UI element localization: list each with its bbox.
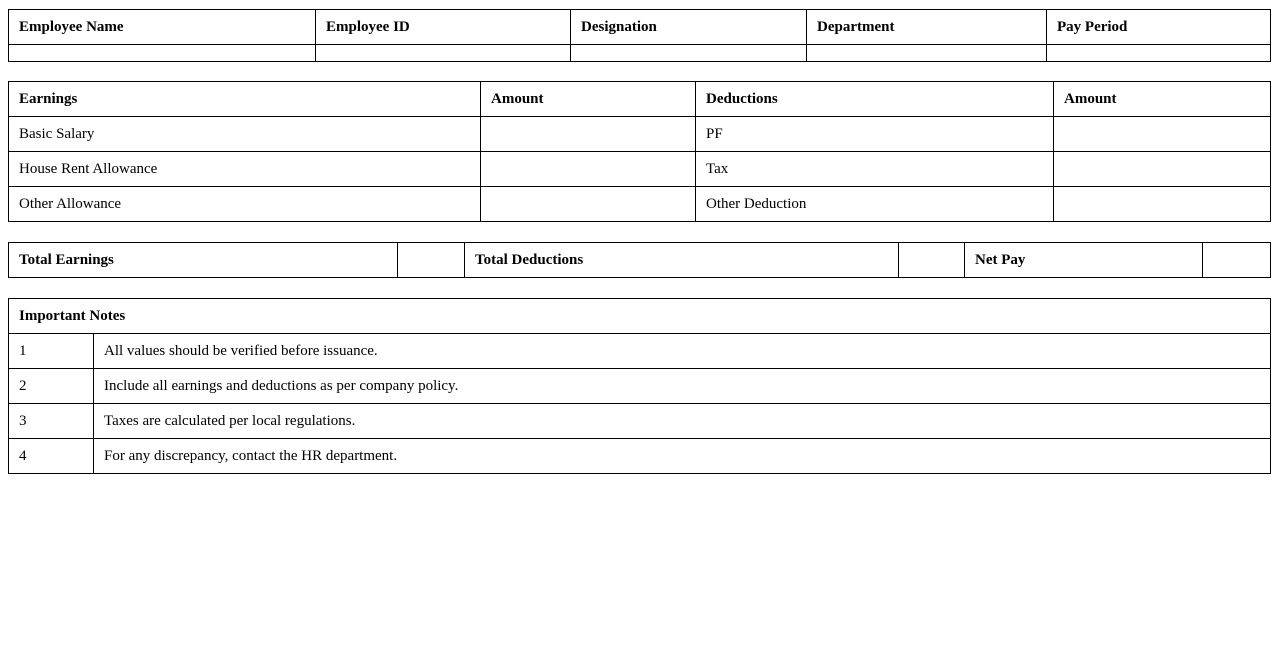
important-notes-title: Important Notes [9, 299, 1271, 334]
employee-info-table [8, 9, 1271, 62]
list-item [9, 404, 1271, 439]
table-row [9, 117, 1271, 152]
designation-header: Designation [571, 10, 807, 45]
list-item [9, 334, 1271, 369]
total-earnings-label: Total Earnings [9, 243, 398, 278]
earning-amount[interactable] [481, 152, 696, 187]
total-earnings-value[interactable] [398, 243, 465, 278]
total-deductions-label: Total Deductions [465, 243, 899, 278]
deduction-label: PF [696, 117, 1054, 152]
department-value[interactable] [807, 45, 1047, 62]
employee-id-value[interactable] [316, 45, 571, 62]
pay-period-header: Pay Period [1047, 10, 1271, 45]
total-deductions-value[interactable] [899, 243, 965, 278]
notes-header-row [9, 299, 1271, 334]
note-number: 3 [9, 404, 94, 439]
deductions-amount-header: Amount [1054, 82, 1271, 117]
earning-label: Other Allowance [9, 187, 481, 222]
earnings-deductions-header-row [9, 82, 1271, 117]
employee-info-header-row [9, 10, 1271, 45]
net-pay-value[interactable] [1203, 243, 1271, 278]
note-text: All values should be verified before issuance. [94, 334, 1271, 369]
totals-table [8, 242, 1271, 278]
table-row [9, 152, 1271, 187]
employee-id-header: Employee ID [316, 10, 571, 45]
note-text: For any discrepancy, contact the HR department. [94, 439, 1271, 474]
note-text: Include all earnings and deductions as per company policy. [94, 369, 1271, 404]
note-number: 2 [9, 369, 94, 404]
earning-label: Basic Salary [9, 117, 481, 152]
earnings-deductions-table [8, 81, 1271, 222]
earning-amount[interactable] [481, 117, 696, 152]
table-row [9, 187, 1271, 222]
pay-period-value[interactable] [1047, 45, 1271, 62]
note-number: 1 [9, 334, 94, 369]
list-item [9, 439, 1271, 474]
employee-info-value-row [9, 45, 1271, 62]
note-number: 4 [9, 439, 94, 474]
deduction-amount[interactable] [1054, 187, 1271, 222]
employee-name-header: Employee Name [9, 10, 316, 45]
earnings-amount-header: Amount [481, 82, 696, 117]
deduction-label: Tax [696, 152, 1054, 187]
earning-amount[interactable] [481, 187, 696, 222]
employee-name-value[interactable] [9, 45, 316, 62]
earning-label: House Rent Allowance [9, 152, 481, 187]
important-notes-table [8, 298, 1271, 474]
deduction-label: Other Deduction [696, 187, 1054, 222]
totals-row [9, 243, 1271, 278]
earnings-header: Earnings [9, 82, 481, 117]
deduction-amount[interactable] [1054, 152, 1271, 187]
list-item [9, 369, 1271, 404]
designation-value[interactable] [571, 45, 807, 62]
department-header: Department [807, 10, 1047, 45]
deduction-amount[interactable] [1054, 117, 1271, 152]
deductions-header: Deductions [696, 82, 1054, 117]
net-pay-label: Net Pay [965, 243, 1203, 278]
note-text: Taxes are calculated per local regulations. [94, 404, 1271, 439]
